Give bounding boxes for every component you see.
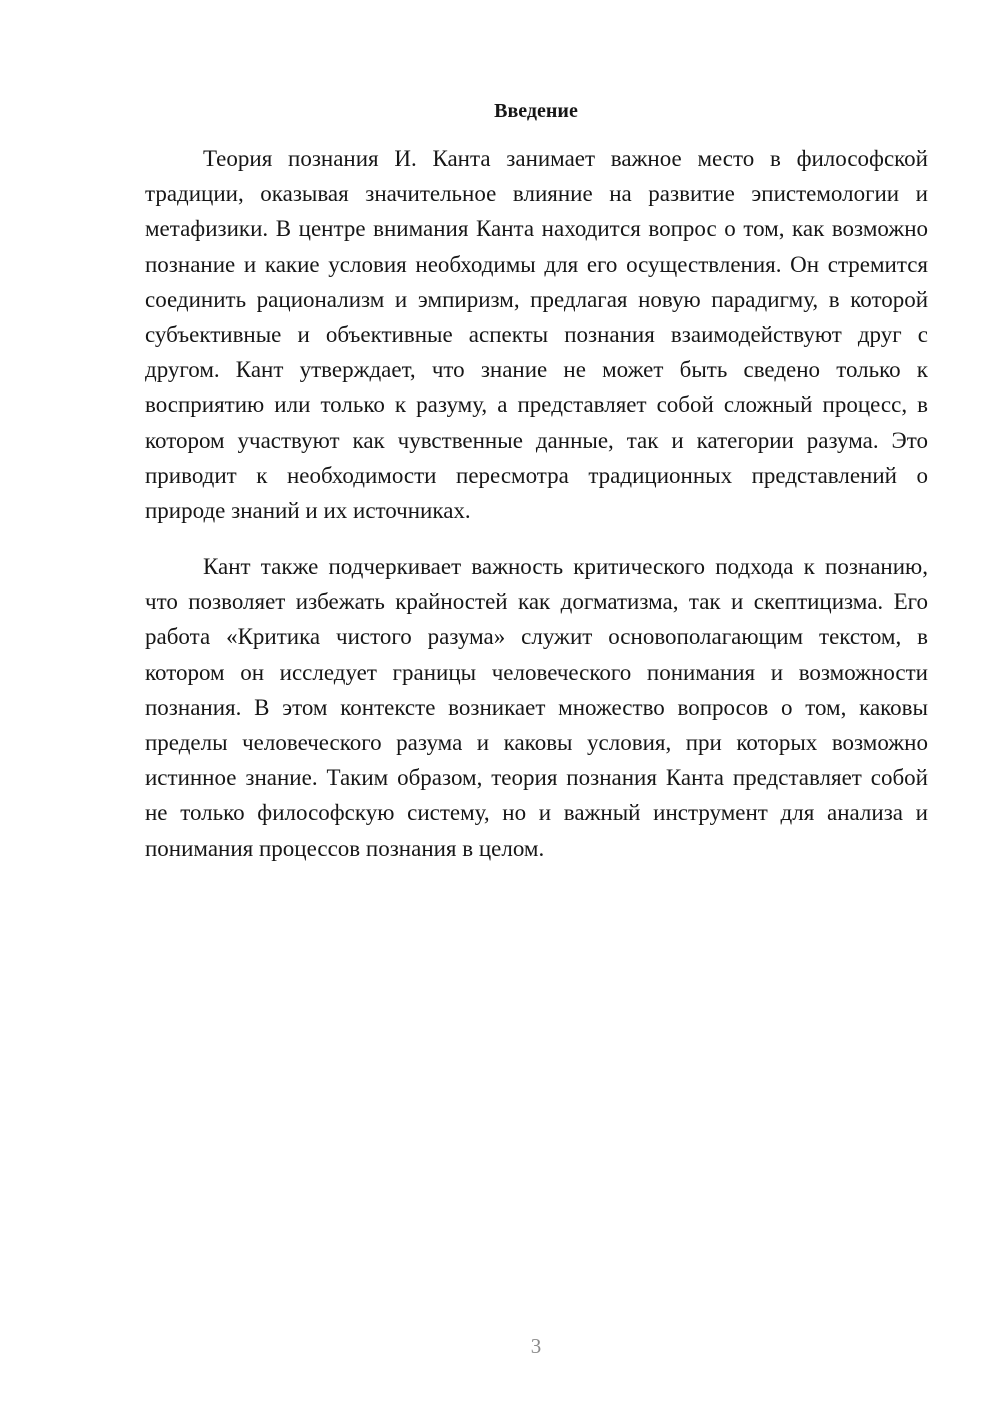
- paragraph-2: Кант также подчеркивает важность критического подхода к познанию, что позволяет избежать крайностей как догматизма, так и скептицизма. Его работа «Критика чистого разума» служит основополагающим текстом, в котором он исследует границы человеческого понимания и возможности познания. В этом контексте возникает множество вопросов о том, каковы пределы человеческого разума и каковы условия, при которых возможно истинное знание. Таким образом, теория познания Канта представляет собой не только философскую систему, но и важный инструмент для анализа и понимания процессов познания в целом.: [145, 554, 928, 861]
- section-heading: Введение: [494, 100, 578, 122]
- page-number: 3: [530, 1334, 542, 1358]
- paragraph-1: Теория познания И. Канта занимает важное место в философской традиции, оказывая значительное влияние на развитие эпистемологии и метафизики. В центре внимания Канта находится вопрос о том, как возможно познание и какие условия необходимы для его осуществления. Он стремится соединить рационализм и эмпиризм, предлагая новую парадигму, в которой субъективные и объективные аспекты познания взаимодействуют друг с другом. Кант утверждает, что знание не может быть сведено только к восприятию или только к разуму, а представляет собой сложный процесс, в котором участвуют как чувственные данные, так и категории разума. Это приводит к необходимости пересмотра традиционных представлений о природе знаний и их источниках.: [145, 146, 928, 524]
